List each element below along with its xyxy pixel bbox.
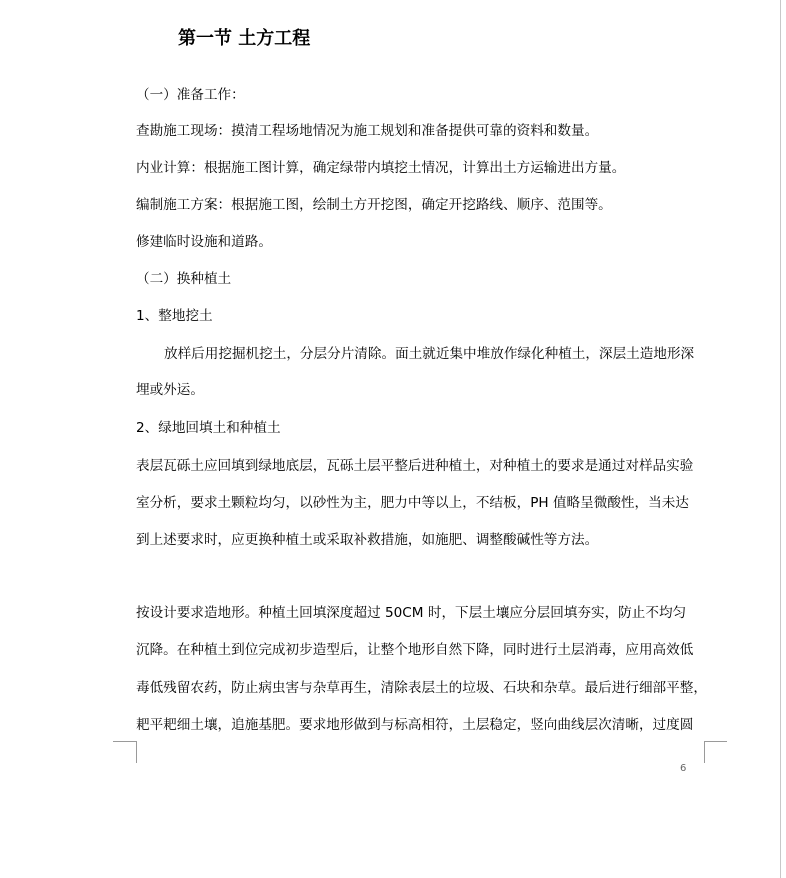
paragraph-line: 沉降。在种植土到位完成初步造型后，让整个地形自然下降，同时进行土层消毒，应用高效低 xyxy=(136,642,694,658)
paragraph-line: 按设计要求造地形。种植土回填深度超过 50CM 时，下层土壤应分层回填夯实，防止不均匀 xyxy=(136,605,687,621)
paragraph-line: 埋或外运。 xyxy=(136,382,204,398)
paragraph-line: 查勘施工现场：摸清工程场地情况为施工规划和准备提供可靠的资料和数量。 xyxy=(136,123,599,139)
crop-mark xyxy=(113,741,136,742)
paragraph-line: （一）准备工作： xyxy=(136,87,245,103)
paragraph-line: 到上述要求时，应更换种植土或采取补救措施，如施肥、调整酸碱性等方法。 xyxy=(136,532,599,548)
crop-mark xyxy=(136,741,137,763)
paragraph-line: 室分析，要求土颗粒均匀，以砂性为主，肥力中等以上，不结板，PH 值略呈微酸性，当未达 xyxy=(136,495,689,511)
paragraph-line: 耙平耙细土壤，追施基肥。要求地形做到与标高相符，土层稳定，竖向曲线层次清晰，过度圆 xyxy=(136,717,694,733)
paragraph-line: 修建临时设施和道路。 xyxy=(136,234,272,250)
section-title: 第一节 土方工程 xyxy=(178,28,311,49)
paragraph-line: 表层瓦砾土应回填到绿地底层，瓦砾土层平整后进种植土，对种植土的要求是通过对样品实验 xyxy=(136,458,694,474)
paragraph-line: 毒低残留农药，防止病虫害与杂草再生，清除表层土的垃圾、石块和杂草。最后进行细部平整， xyxy=(136,680,707,696)
page-edge xyxy=(780,0,781,878)
paragraph-line: 内业计算：根据施工图计算，确定绿带内填挖土情况，计算出土方运输进出方量。 xyxy=(136,160,626,176)
crop-mark xyxy=(704,741,727,742)
paragraph-line: （二）换种植土 xyxy=(136,271,232,287)
paragraph-line: 编制施工方案：根据施工图，绘制土方开挖图，确定开挖路线、顺序、范围等。 xyxy=(136,197,612,213)
paragraph-line: 1、整地挖土 xyxy=(136,308,213,324)
paragraph-line: 2、绿地回填土和种植土 xyxy=(136,420,281,436)
page-number: 6 xyxy=(680,763,687,774)
paragraph-line: 放样后用挖掘机挖土，分层分片清除。面土就近集中堆放作绿化种植土，深层土造地形深 xyxy=(164,346,695,362)
crop-mark xyxy=(704,741,705,763)
